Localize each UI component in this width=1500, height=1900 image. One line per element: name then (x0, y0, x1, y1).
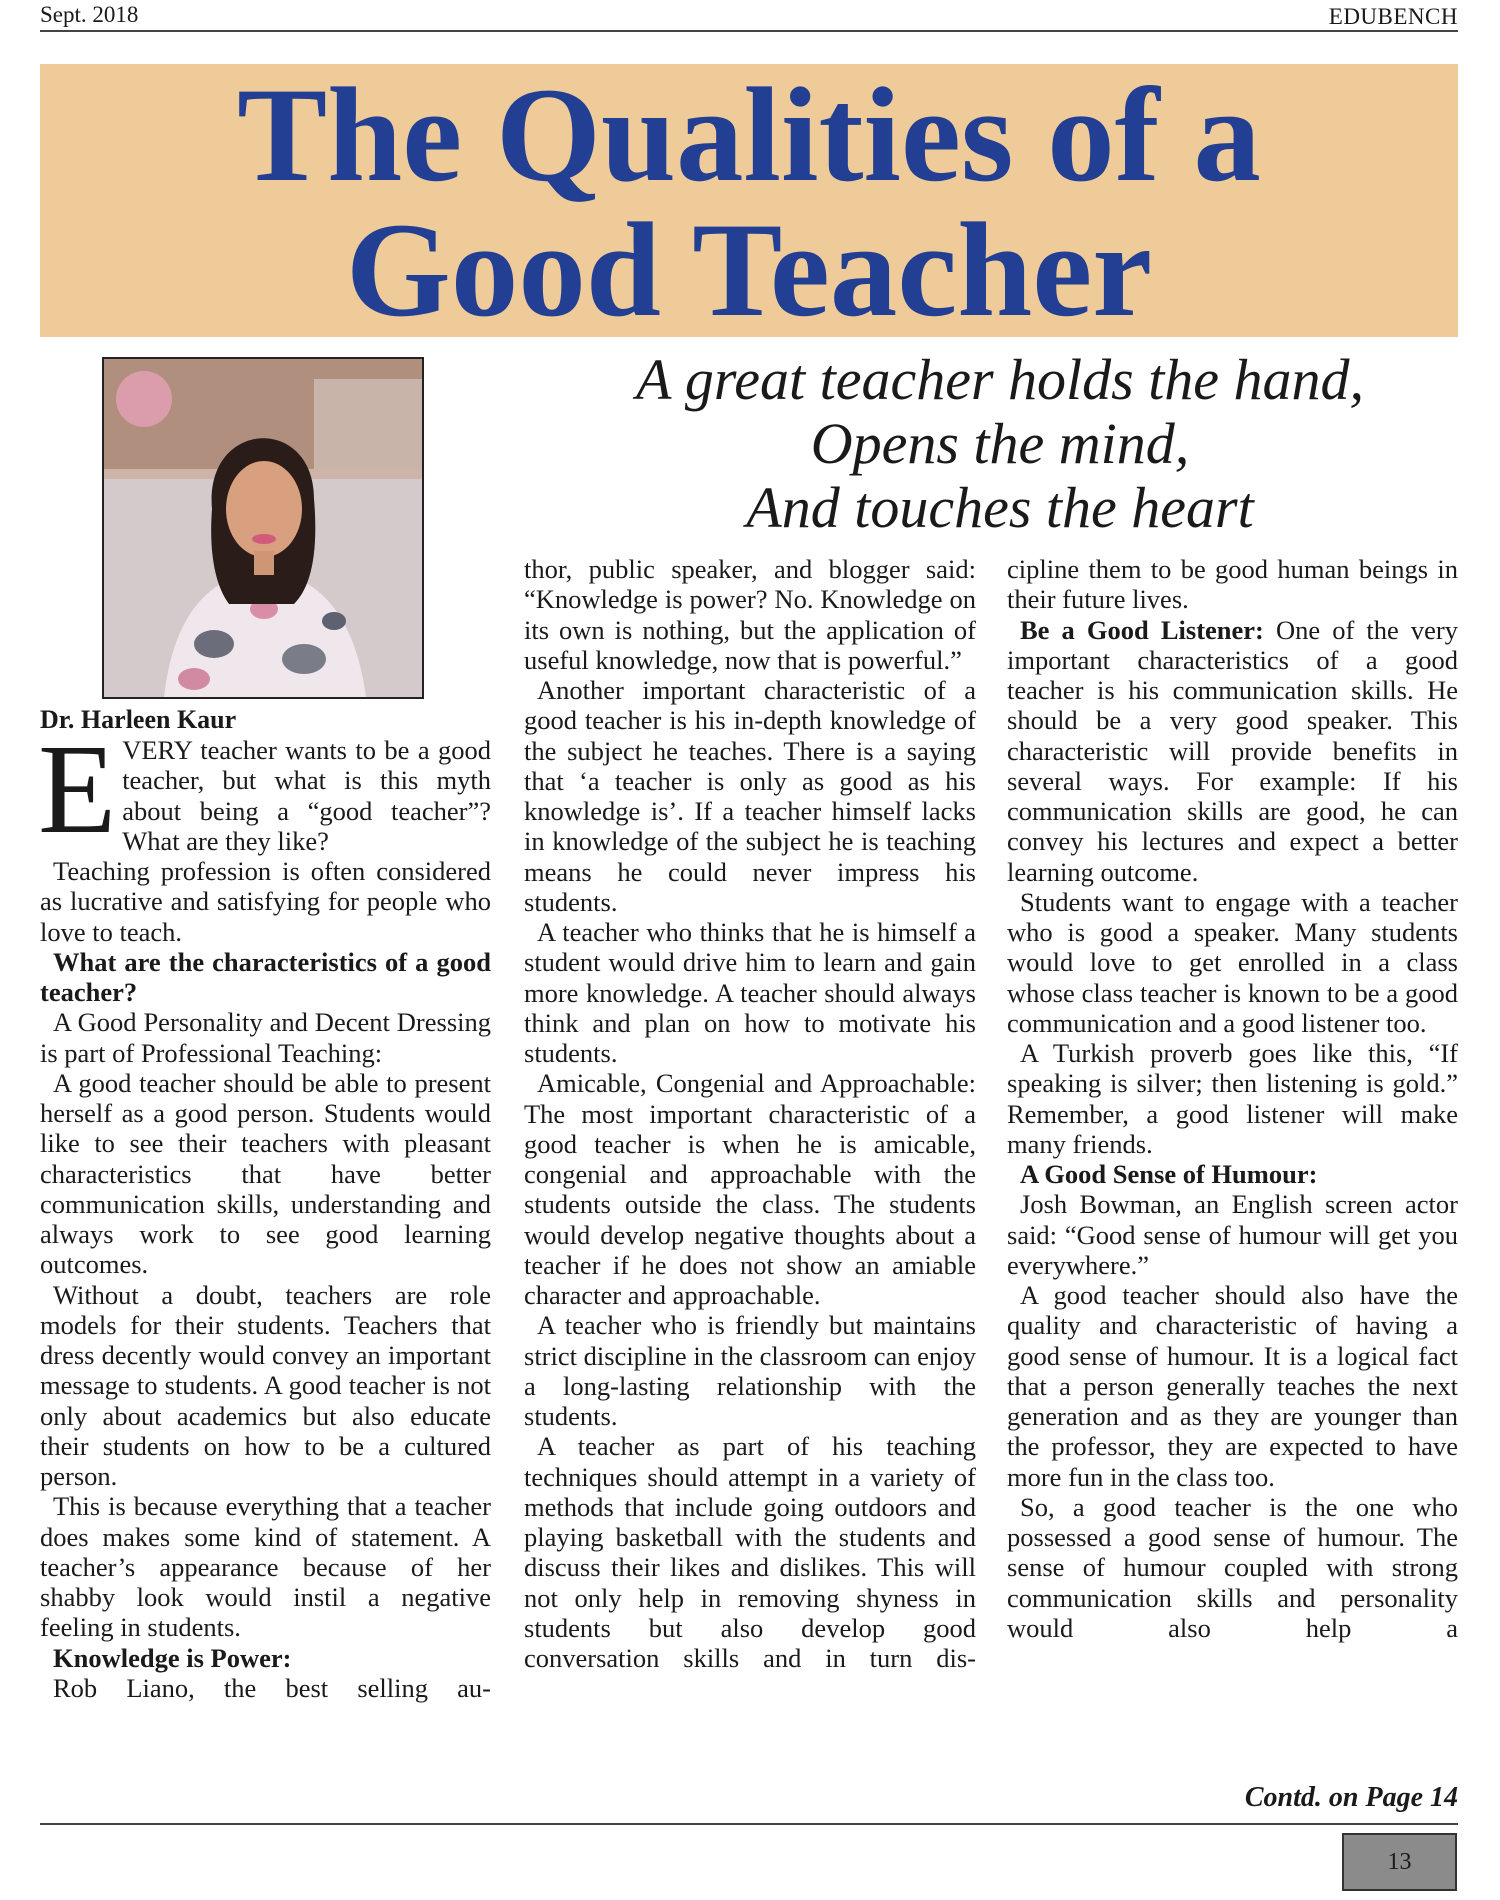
paragraph: A Turkish proverb goes like this, “If speaking is silver; then listening is gold.” Remember, a good listener will make many friends. (1007, 1038, 1458, 1159)
bottom-rule (40, 1823, 1458, 1825)
paragraph: A teacher who thinks that he is himself a student would drive him to learn and gain more knowledge. A teacher should always think and plan on how to motivate his students. (524, 917, 976, 1068)
paragraph: A Good Personality and Decent Dressing is part of Professional Teaching: (40, 1007, 491, 1068)
author-byline: Dr. Harleen Kaur (40, 705, 237, 734)
paragraph: cipline them to be good human beings in their future lives. (1007, 554, 1458, 615)
title-banner (40, 61, 1458, 345)
paragraph: Be a Good Listener: One of the very important characteristics of a good teacher is his communication skills. He should be a very good speaker. This characteristic will provide benefits in several ways. For example: If his communication skills are good, he can convey his lectures and expect a better learning outcome. (1007, 614, 1459, 887)
quote-line-3: And touches the heart (746, 475, 1254, 540)
publication-name: EDUBENCH (1328, 4, 1458, 29)
author-photo (102, 357, 424, 699)
paragraph: A teacher as part of his teaching techniques should attempt in a variety of methods that include going outdoors and playing basketball with the students and discuss their likes and dislikes. This will not only help in removing shyness in students but also develop good conversation skills and in turn dis- (524, 1431, 976, 1673)
article-column-3 (1007, 554, 1458, 1643)
paragraph: Josh Bowman, an English screen actor said: “Good sense of humour will get you everywhere.” (1007, 1189, 1458, 1280)
article-column-1 (40, 705, 491, 1703)
headline-line-2: Good Teacher (345, 196, 1153, 345)
continued-note: Contd. on Page 14 (1244, 1782, 1458, 1813)
paragraph: Without a doubt, teachers are role models for their students. Teachers that dress decently would convey an important message to students. A good teacher is not only about academics but also educate their students on how to be a cultured person. (40, 1279, 491, 1491)
paragraph: Amicable, Congenial and Approachable: The most important characteristic of a good teacher is when he is amicable, congenial and approachable with the students outside the class. The students would develop negative thoughts about a teacher if he does not show an amiable character and approachable. (524, 1068, 976, 1310)
issue-date: Sept. 2018 (40, 2, 139, 27)
headline-line-1: The Qualities of a (237, 61, 1261, 210)
paragraph: A teacher who is friendly but maintains strict discipline in the classroom can enjoy a long-lasting relationship with the students. (524, 1310, 976, 1431)
drop-cap: E (38, 718, 117, 860)
quote-line-1: A great teacher holds the hand, (635, 347, 1365, 412)
paragraph: A good teacher should also have the quality and characteristic of having a good sense of humour. It is a logical fact that a person generally teaches the next generation and as they are younger than the professor, they are expected to have more fun in the class too. (1007, 1280, 1458, 1492)
paragraph: Another important characteristic of a good teacher is his in-depth knowledge of the subject he teaches. There is a saying that ‘a teacher is only as good as his knowledge is’. If a teacher himself lacks in knowledge of the subject he is teaching means he could never impress his students. (524, 675, 976, 917)
paragraph: Rob Liano, the best selling au- (53, 1672, 491, 1703)
page-number: 13 (1342, 1833, 1457, 1891)
paragraph: A good teacher should be able to present herself as a good person. Students would like to see their teachers with pleasant characteristics that have better communication skills, understanding and always work to see good learning outcomes. (40, 1067, 491, 1280)
subheading: Be a Good Listener: (1020, 614, 1264, 645)
paragraph: So, a good teacher is the one who possessed a good sense of humour. The sense of humour coupled with strong communication skills and personality would also help a (1007, 1491, 1458, 1643)
article-column-2 (524, 554, 976, 1673)
quote-line-2: Opens the mind, (810, 411, 1190, 476)
subheading: A Good Sense of Humour: (1020, 1159, 1318, 1189)
top-rule (40, 30, 1458, 32)
subheading: What are the characteristics of a good teacher? (40, 946, 491, 1007)
subheading: Knowledge is Power: (53, 1642, 292, 1673)
paragraph: Students want to engage with a teacher who is good a speaker. Many students would love to get enrolled in a class whose class teacher is known to be a good communication and a good listener too. (1007, 886, 1458, 1038)
intro-paragraph: EVERY teacher wants to be a good teacher, but what is this myth about being a “good teacher”? What are they like? (38, 718, 491, 860)
author-portrait-image (104, 359, 422, 697)
paragraph: thor, public speaker, and blogger said: “Knowledge is power? No. Knowledge on its own is nothing, but the application of useful knowledge, now that is powerful.” (524, 554, 976, 675)
paragraph: This is because everything that a teacher does makes some kind of statement. A teacher’s appearance because of her shabby look would instil a negative feeling in students. (40, 1491, 491, 1643)
paragraph: Teaching profession is often considered as lucrative and satisfying for people who love to teach. (40, 856, 491, 947)
